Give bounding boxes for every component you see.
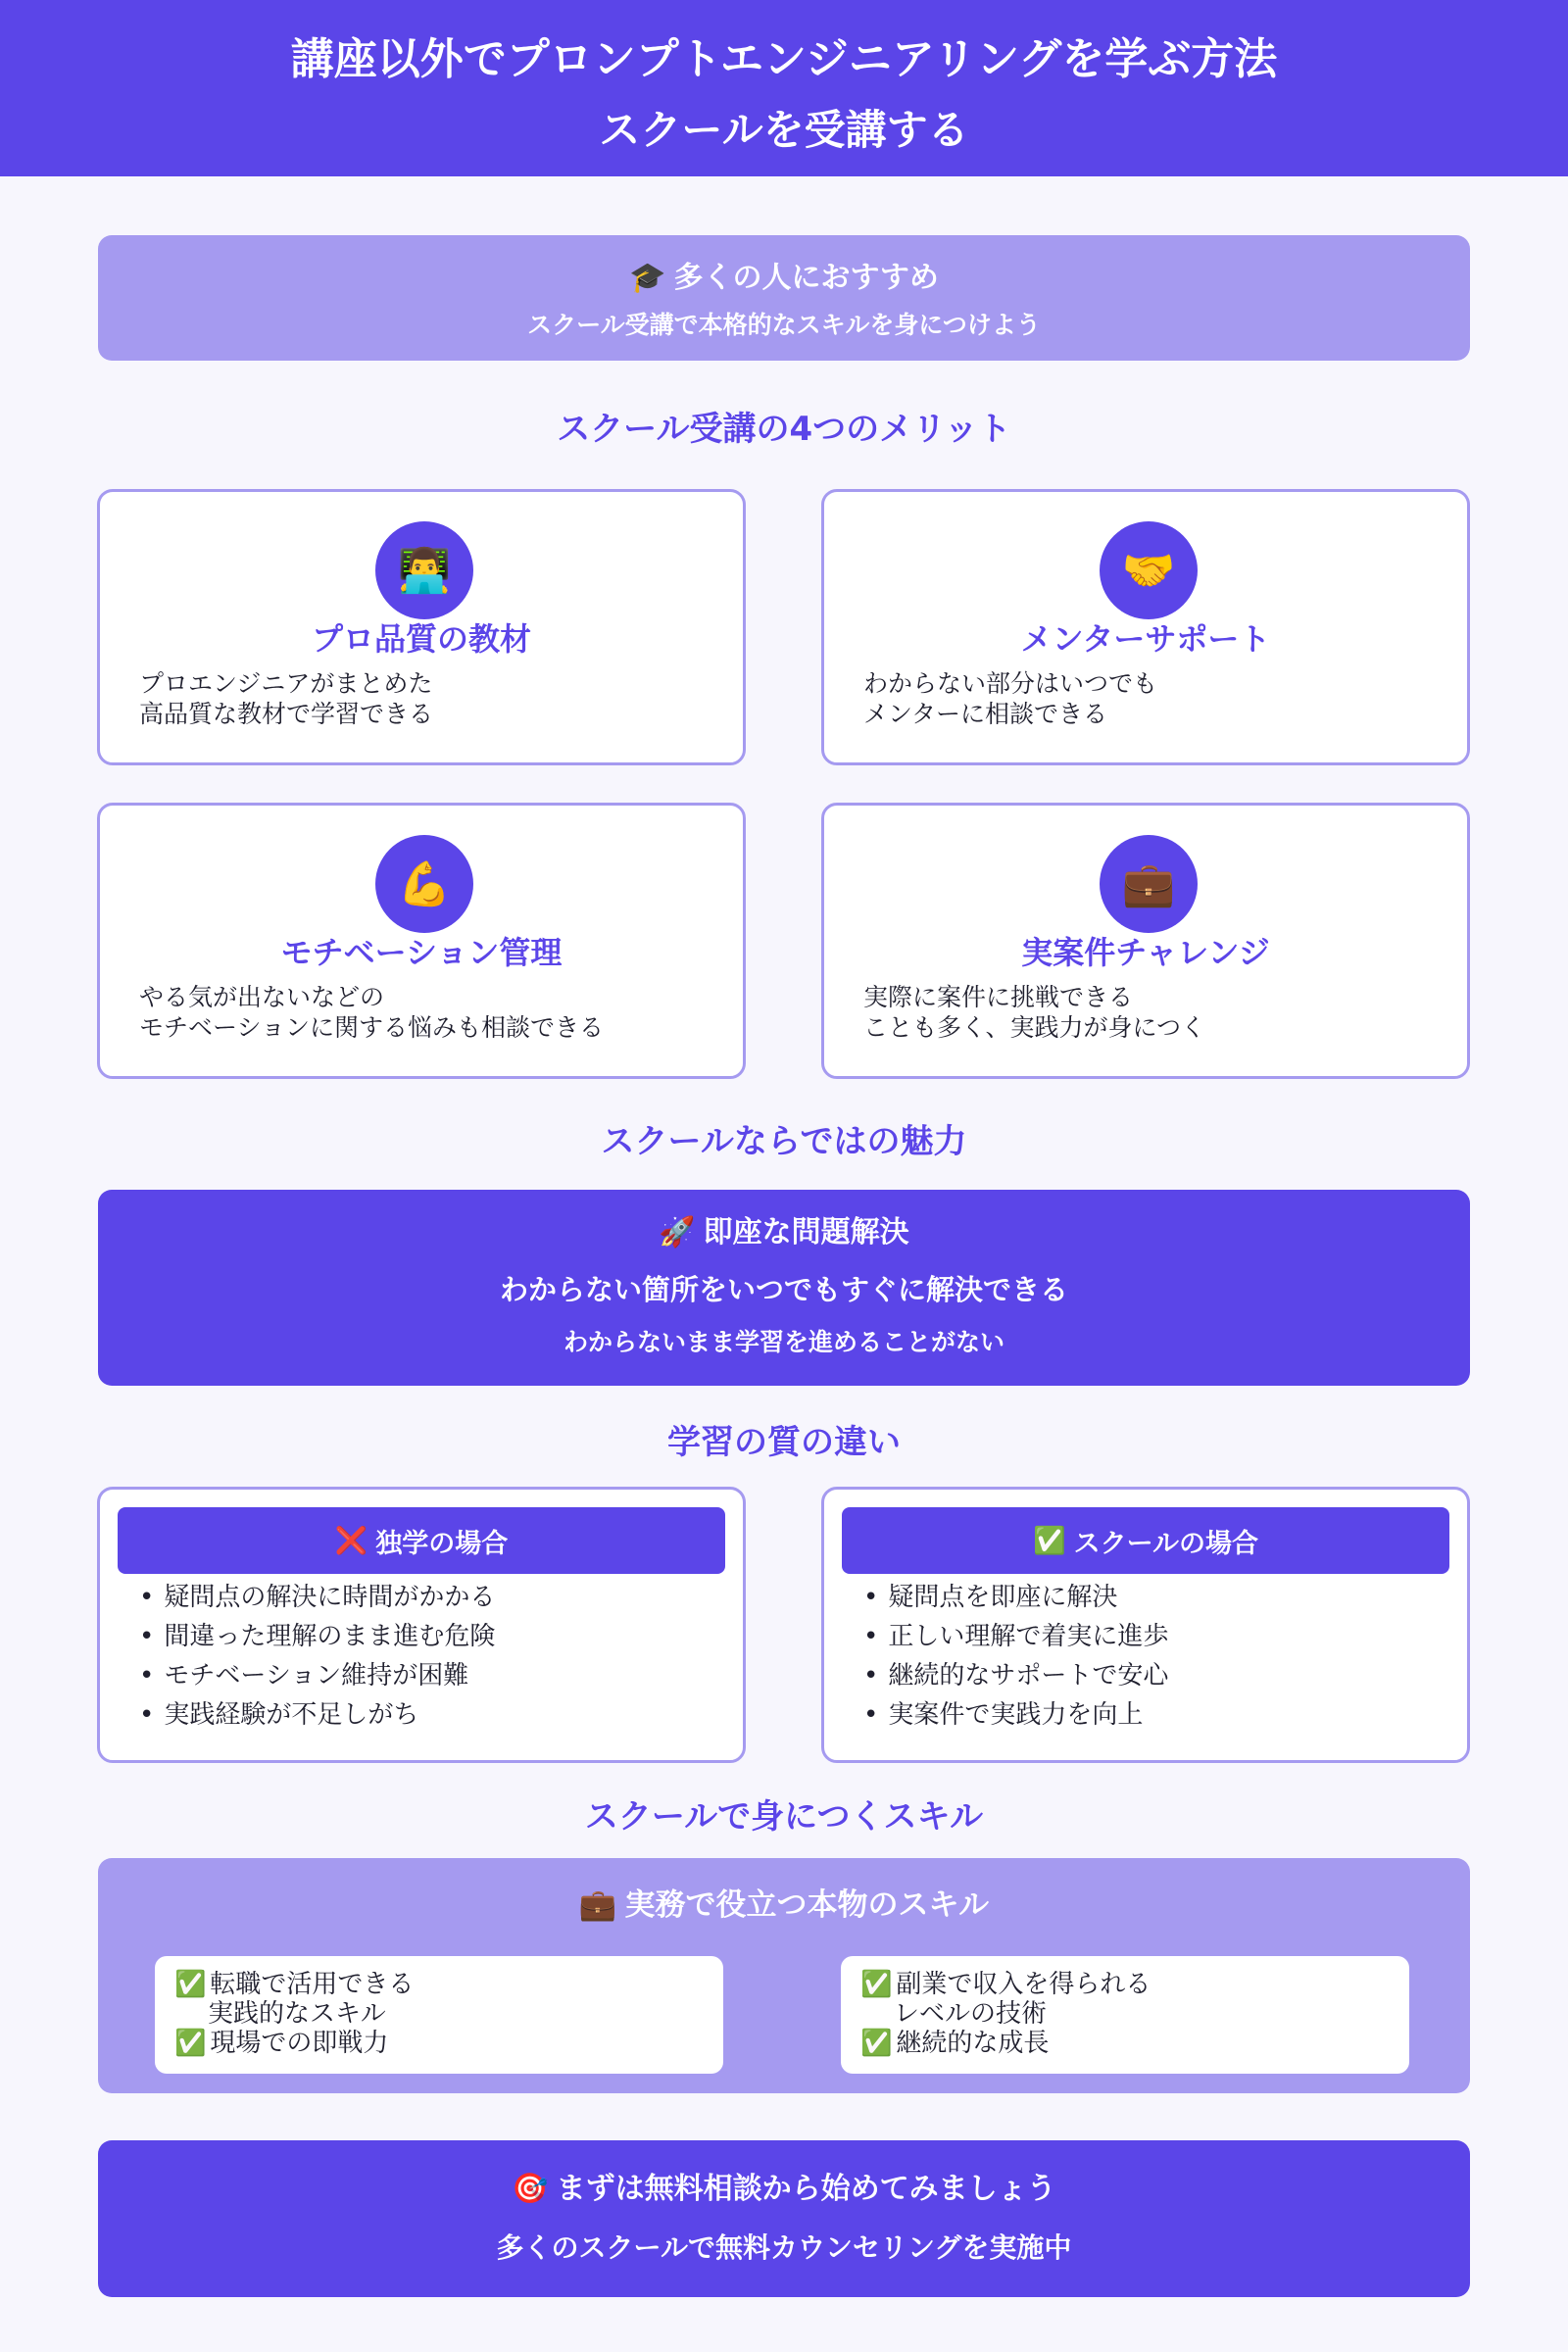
- handshake-icon: 🤝: [1100, 521, 1198, 619]
- merit-card-motivation: [97, 803, 746, 1079]
- rocket-icon: 🚀: [659, 1215, 696, 1250]
- merits-section-title: スクール受講の4つのメリット: [557, 410, 1011, 449]
- merit-description: やる気が出ないなどの モチベーションに関する悩みも相談できる: [139, 983, 605, 1042]
- technologist-icon: 👨‍💻: [375, 521, 473, 619]
- appeal-section-title: スクールならではの魅力: [601, 1122, 967, 1161]
- appeal-line1: わからない箇所をいつでもすぐに解決できる: [499, 1273, 1068, 1306]
- compare-school: [821, 1487, 1470, 1763]
- merit-title: モチベーション管理: [280, 934, 563, 971]
- list-item: • 正しい理解で着実に進歩: [863, 1617, 1168, 1656]
- page-subtitle: スクールを受講する: [599, 106, 969, 154]
- recommend-subtitle: スクール受講で本格的なスキルを身につけよう: [527, 311, 1041, 339]
- briefcase-icon: 💼: [1100, 835, 1198, 933]
- skills-box-left: ✅ 転職で活用できる 実践的なスキル ✅ 現場での即戦力: [155, 1956, 723, 2074]
- compare-list: [139, 1578, 495, 1735]
- cross-mark-icon: ❌: [334, 1526, 368, 1556]
- list-item: • 疑問点を即座に解決: [863, 1578, 1168, 1617]
- check-mark-icon: ✅: [860, 2029, 893, 2058]
- list-item: • 実案件で実践力を向上: [863, 1695, 1168, 1735]
- target-icon: 🎯: [512, 2172, 549, 2206]
- skills-section-title: スクールで身につくスキル: [584, 1797, 984, 1837]
- compare-section-title: 学習の質の違い: [667, 1423, 901, 1462]
- skills-box-right: ✅ 副業で収入を得られる レベルの技術 ✅ 継続的な成長: [841, 1956, 1409, 2074]
- merit-card-real-project: [821, 803, 1470, 1079]
- merit-description: わからない部分はいつでも メンターに相談できる: [863, 669, 1158, 728]
- merit-title: メンターサポート: [1020, 620, 1271, 658]
- appeal-banner: [98, 1190, 1470, 1386]
- compare-header: [118, 1507, 725, 1574]
- flexed-biceps-icon: 💪: [375, 835, 473, 933]
- skills-title: 実務で役立つ本物のスキル: [624, 1887, 990, 1923]
- list-item: • 継続的なサポートで安心: [863, 1656, 1168, 1695]
- page-title: 講座以外でプロンプトエンジニアリングを学ぶ方法: [290, 34, 1278, 84]
- list-item: • 実践経験が不足しがち: [139, 1695, 495, 1735]
- graduation-cap-icon: 🎓: [629, 261, 666, 295]
- cta-title: まずは無料相談から始めてみましょう: [556, 2172, 1056, 2206]
- check-mark-icon: ✅: [174, 2029, 207, 2058]
- compare-header: [842, 1507, 1449, 1574]
- appeal-title: 即座な問題解決: [703, 1215, 909, 1250]
- merit-card-materials: [97, 489, 746, 765]
- compare-title: 独学の場合: [375, 1528, 509, 1559]
- merit-description: プロエンジニアがまとめた 高品質な教材で学習できる: [139, 669, 434, 728]
- compare-list: [863, 1578, 1168, 1735]
- page-header: [0, 0, 1568, 176]
- compare-title: スクールの場合: [1073, 1528, 1259, 1559]
- check-mark-icon: ✅: [174, 1970, 207, 1999]
- check-mark-icon: ✅: [860, 1970, 893, 1999]
- cta-subtitle: 多くのスクールで無料カウンセリングを実施中: [496, 2231, 1072, 2264]
- recommend-title: 多くの人におすすめ: [673, 261, 939, 295]
- merit-title: 実案件チャレンジ: [1021, 934, 1270, 971]
- skills-panel: [98, 1858, 1470, 2093]
- merit-description: 実際に案件に挑戦できる ことも多く、実践力が身につく: [863, 983, 1206, 1042]
- list-item: • 間違った理解のまま進む危険: [139, 1617, 495, 1656]
- merit-title: プロ品質の教材: [311, 620, 531, 658]
- list-item: • モチベーション維持が困難: [139, 1656, 495, 1695]
- list-item: • 疑問点の解決に時間がかかる: [139, 1578, 495, 1617]
- appeal-line2: わからないまま学習を進めることがない: [563, 1328, 1004, 1356]
- briefcase-icon: 💼: [578, 1887, 617, 1923]
- compare-self-study: [97, 1487, 746, 1763]
- recommend-banner: [98, 235, 1470, 361]
- cta-banner: [98, 2140, 1470, 2297]
- check-mark-icon: ✅: [1032, 1526, 1066, 1556]
- merit-card-mentor: [821, 489, 1470, 765]
